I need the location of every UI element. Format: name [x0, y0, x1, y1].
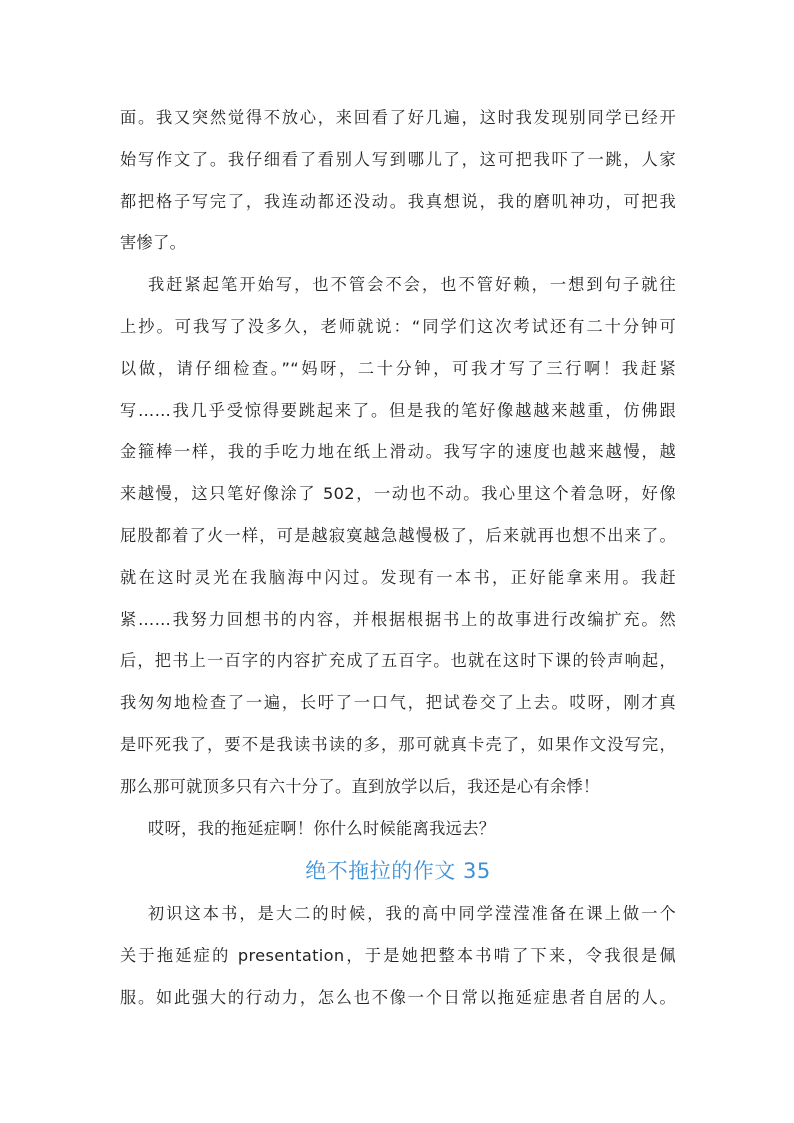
text-line: 上抄。可我写了没多久，老师就说：“同学们这次考试还有二十分钟可 [120, 316, 676, 336]
text-line: 就在这时灵光在我脑海中闪过。发现有一本书，正好能拿来用。我赶 [120, 567, 676, 587]
text-line: 服。如此强大的行动力，怎么也不像一个日常以拖延症患者自居的人。 [120, 987, 676, 1007]
text-line: 那么那可就顶多只有六十分了。直到放学以后，我还是心有余悸！ [120, 776, 600, 796]
text-line: 是吓死我了，要不是我读书读的多，那可就真卡壳了，如果作文没写完， [120, 734, 676, 754]
text-line: 关于拖延症的 presentation，于是她把整本书啃了下来，令我很是佩 [120, 946, 676, 966]
text-line: 来越慢，这只笔好像涂了 502，一动也不动。我心里这个着急呀，好像 [120, 484, 676, 504]
section-heading: 绝不拖拉的作文 35 [305, 859, 491, 884]
text-line: 紧……我努力回想书的内容，并根据根据书上的故事进行改编扩充。然 [120, 609, 676, 629]
paragraph-4 [120, 893, 676, 1018]
text-line: 屁股都着了火一样，可是越寂寞越急越慢极了，后来就再也想不出来了。 [120, 525, 676, 545]
text-line: 写……我几乎受惊得要跳起来了。但是我的笔好像越越来越重，仿佛跟 [120, 400, 676, 420]
text-line: 以做，请仔细检查。”“妈呀，二十分钟，可我才写了三行啊！我赶紧 [120, 358, 676, 378]
paragraph-1 [120, 97, 676, 264]
text-line: 初识这本书，是大二的时候，我的高中同学滢滢准备在课上做一个 [148, 904, 676, 924]
document-page [120, 97, 676, 1019]
text-line: 金箍棒一样，我的手吃力地在纸上滑动。我写字的速度也越来越慢，越 [120, 442, 676, 462]
text-line: 我匆匆地检查了一遍，长吁了一口气，把试卷交了上去。哎呀，刚才真 [120, 693, 676, 713]
text-line: 害惨了。 [120, 233, 187, 253]
paragraph-3 [120, 808, 676, 850]
paragraph-2 [120, 264, 676, 807]
text-line: 都把格子写完了，我连动都还没动。我真想说，我的磨叽神功，可把我 [120, 191, 676, 211]
text-line: 面。我又突然觉得不放心，来回看了好几遍，这时我发现别同学已经开 [120, 108, 676, 127]
text-line: 我赶紧起笔开始写，也不管会不会，也不管好赖，一想到句子就往 [148, 275, 676, 295]
text-line: 后，把书上一百字的内容扩充成了五百字。也就在这时下课的铃声响起， [120, 651, 676, 671]
text-line: 始写作文了。我仔细看了看别人写到哪儿了，这可把我吓了一跳，人家 [120, 149, 676, 169]
text-line: 哎呀，我的拖延症啊！你什么时候能离我远去？ [148, 818, 496, 838]
